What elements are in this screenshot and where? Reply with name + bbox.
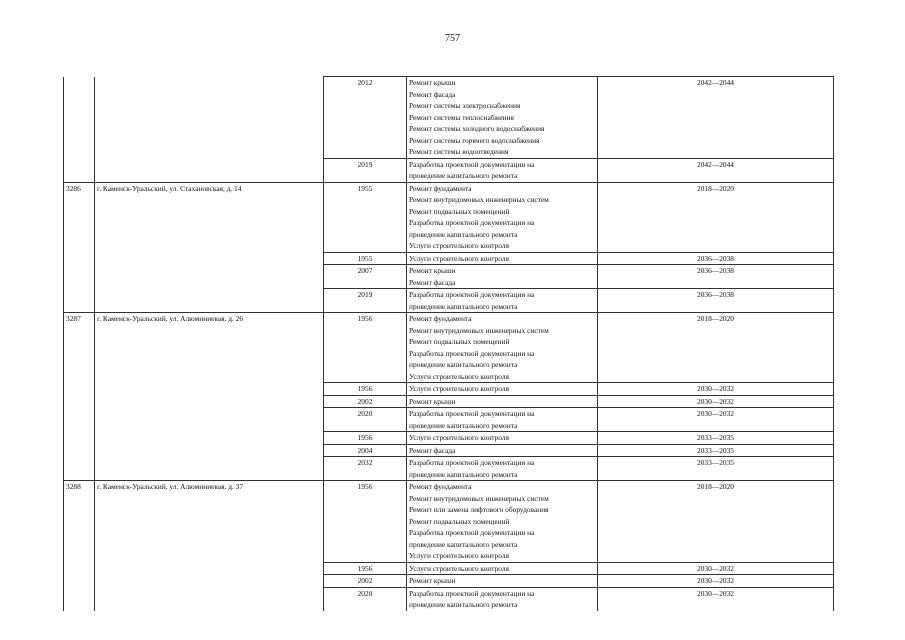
planned-period: 2018—2020 — [598, 313, 834, 383]
last-repair-year: 1956 — [324, 313, 407, 383]
building-address: г. Каменск-Уральский, ул. Стахановская, д. 14 — [95, 182, 324, 313]
planned-period: 2042—2044 — [598, 77, 834, 159]
planned-period: 2036—2038 — [598, 252, 834, 265]
row-number: 3286 — [64, 182, 95, 313]
last-repair-year: 2032 — [324, 457, 407, 481]
repair-works — [407, 575, 598, 588]
repair-works — [407, 182, 598, 252]
repair-work-item: Ремонт крыши — [409, 396, 456, 406]
repair-work-item: Услуги строительного контроля — [409, 551, 509, 560]
planned-period: 2030—2032 — [598, 408, 834, 432]
repair-work-item: Ремонт системы теплоснабжения — [409, 112, 514, 122]
repair-work-item: Ремонт фасада — [409, 277, 456, 287]
planned-period: 2030—2032 — [598, 587, 834, 611]
table-body — [64, 77, 834, 611]
repair-works — [407, 432, 598, 445]
repair-work-item: Ремонт подвальных помещений — [409, 516, 510, 526]
last-repair-year: 2002 — [324, 395, 407, 408]
planned-period: 2036—2038 — [598, 289, 834, 313]
planned-period: 2033—2035 — [598, 444, 834, 457]
repair-work-item: Ремонт фасада — [409, 445, 456, 455]
building-address: г. Каменск-Уральский, ул. Алюминиевая, д. 37 — [95, 481, 324, 611]
table-row — [64, 77, 834, 159]
last-repair-year: 2019 — [324, 289, 407, 313]
repair-works — [407, 457, 598, 481]
repair-work-item: Разработка проектной документации на — [409, 159, 535, 169]
repair-work-item: Ремонт системы водоотведения — [409, 147, 509, 156]
repair-work-item: Ремонт внутридомовых инженерных систем — [409, 493, 549, 503]
planned-period: 2030—2032 — [598, 562, 834, 575]
last-repair-year: 1956 — [324, 383, 407, 396]
planned-period: 2042—2044 — [598, 158, 834, 182]
repair-work-item: Ремонт подвальных помещений — [409, 337, 510, 346]
planned-period: 2033—2035 — [598, 457, 834, 481]
repair-work-item: Разработка проектной документации на — [409, 348, 535, 358]
repair-work-item: Услуги строительного контроля — [409, 241, 509, 250]
repair-work-item: проведение капитального ремонта — [409, 171, 518, 180]
repair-work-item: Разработка проектной документации на — [409, 218, 535, 227]
repair-works — [407, 289, 598, 313]
last-repair-year: 1956 — [324, 562, 407, 575]
page-number: 757 — [445, 33, 460, 44]
repair-work-item: проведение капитального ремонта — [409, 420, 518, 430]
last-repair-year: 2019 — [324, 158, 407, 182]
repair-works — [407, 77, 598, 159]
repair-work-item: Ремонт крыши — [409, 78, 456, 87]
planned-period: 2036—2038 — [598, 265, 834, 289]
planned-period: 2030—2032 — [598, 575, 834, 588]
repair-works — [407, 444, 598, 457]
repair-work-item: Разработка проектной документации на — [409, 290, 535, 299]
last-repair-year: 1955 — [324, 182, 407, 252]
planned-period: 2030—2032 — [598, 395, 834, 408]
repair-work-item: Разработка проектной документации на — [409, 588, 535, 598]
repair-work-item: Ремонт системы горячего водоснабжения — [409, 135, 540, 145]
repair-work-item: Разработка проектной документации на — [409, 528, 535, 537]
building-address: г. Каменск-Уральский, ул. Алюминиевая, д. 26 — [95, 313, 324, 481]
repair-works — [407, 313, 598, 383]
repair-work-item: Услуги строительного контроля — [409, 253, 509, 263]
last-repair-year: 2007 — [324, 265, 407, 289]
row-number: 3287 — [64, 313, 95, 481]
last-repair-year: 2004 — [324, 444, 407, 457]
table-row — [64, 481, 834, 563]
row-number — [64, 77, 95, 183]
repair-work-item: Ремонт крыши — [409, 266, 456, 275]
building-address — [95, 77, 324, 183]
repair-work-item: Ремонт фундамента — [409, 183, 472, 193]
last-repair-year: 2002 — [324, 575, 407, 588]
repair-work-item: проведение капитального ремонта — [409, 539, 518, 549]
repair-work-item: Ремонт системы электроснабжения — [409, 101, 521, 110]
repair-work-item: Ремонт подвальных помещений — [409, 206, 510, 216]
repair-work-item: Ремонт внутридомовых инженерных систем — [409, 195, 549, 204]
repair-work-item: проведение капитального ремонта — [409, 600, 518, 609]
repair-work-item: Услуги строительного контроля — [409, 384, 509, 393]
repair-work-item: Ремонт фасада — [409, 89, 456, 99]
last-repair-year: 1956 — [324, 481, 407, 563]
table-row — [64, 182, 834, 252]
planned-period: 2018—2020 — [598, 182, 834, 252]
repair-work-item: Ремонт фундамента — [409, 482, 472, 491]
planned-period: 2033—2035 — [598, 432, 834, 445]
repair-work-item: Ремонт фундамента — [409, 314, 472, 323]
repair-works — [407, 395, 598, 408]
repair-work-item: проведение капитального ремонта — [409, 301, 518, 311]
repair-work-item: Разработка проектной документации на — [409, 409, 535, 418]
repair-work-item: Ремонт внутридомовых инженерных систем — [409, 325, 549, 335]
last-repair-year: 2020 — [324, 408, 407, 432]
planned-period: 2030—2032 — [598, 383, 834, 396]
repair-work-item: Ремонт системы холодного водоснабжения — [409, 124, 545, 133]
planned-period: 2018—2020 — [598, 481, 834, 563]
repair-works — [407, 587, 598, 611]
repair-works — [407, 562, 598, 575]
repair-works — [407, 408, 598, 432]
repair-works — [407, 383, 598, 396]
table-row — [64, 313, 834, 383]
last-repair-year: 1956 — [324, 432, 407, 445]
last-repair-year: 1955 — [324, 252, 407, 265]
repair-work-item: Услуги строительного контроля — [409, 563, 509, 573]
last-repair-year: 2020 — [324, 587, 407, 611]
repair-work-item: Разработка проектной документации на — [409, 458, 535, 467]
repair-work-item: Услуги строительного контроля — [409, 433, 509, 442]
repair-work-item: Ремонт или замена лифтового оборудования — [409, 505, 549, 514]
repair-works — [407, 158, 598, 182]
last-repair-year: 2012 — [324, 77, 407, 159]
capital-repair-table — [63, 76, 834, 611]
repair-works — [407, 481, 598, 563]
repair-works — [407, 252, 598, 265]
row-number: 3288 — [64, 481, 95, 611]
repair-works — [407, 265, 598, 289]
repair-work-item: Услуги строительного контроля — [409, 371, 509, 381]
repair-work-item: Ремонт крыши — [409, 576, 456, 585]
repair-work-item: проведение капитального ремонта — [409, 469, 518, 479]
repair-work-item: проведение капитального ремонта — [409, 360, 518, 369]
repair-work-item: проведение капитального ремонта — [409, 229, 518, 239]
